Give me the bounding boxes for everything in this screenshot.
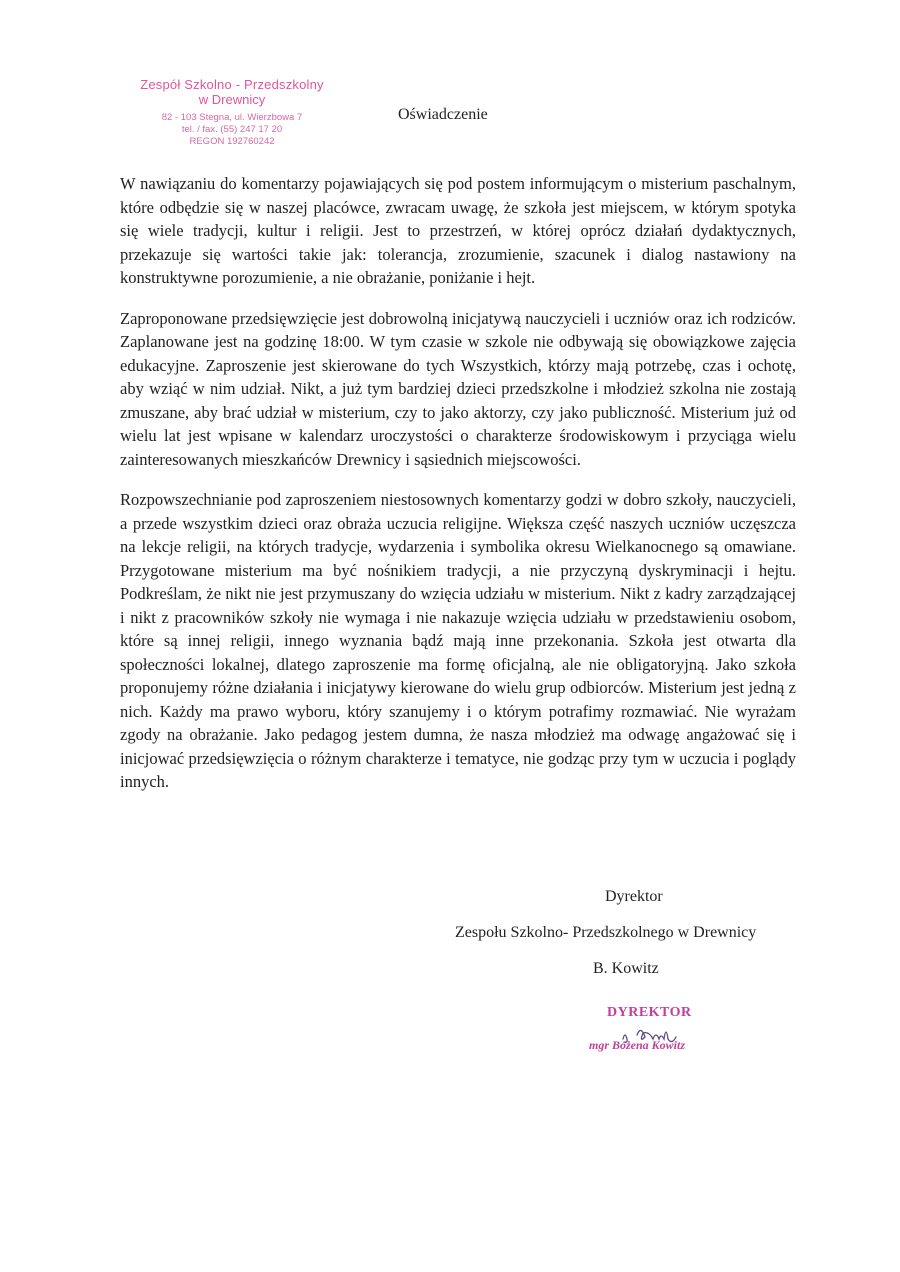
director-stamp-title: DYREKTOR <box>607 1005 692 1020</box>
stamp-phone: tel. / fax. (55) 247 17 20 <box>181 123 283 135</box>
document-body <box>120 172 796 811</box>
director-stamp <box>585 1005 735 1065</box>
signature-role: Dyrektor <box>605 888 663 905</box>
paragraph-3: Rozpowszechnianie pod zaproszeniem niestosownych komentarzy godzi w dobro szkoły, nauczycieli, a przede wszystkim dzieci oraz obraża uczucia religijne. Większa część naszych uczniów uczęszcza na lekcje religii, na których tradycje, wydarzenia i symbolika okresu Wielkanocnego są omawiane. Przygotowane misterium ma być nośnikiem tradycji, a nie przyczyną dyskryminacji i hejtu. Podkreślam, że nikt nie jest przymuszany do wzięcia udziału w misterium. Nikt z kadry zarządzającej i nikt z pracowników szkoły nie wymaga i nie nakazuje wzięcia udziału w przedstawieniu osobom, które są innej religii, innego wyznania bądź mają inne przekonania. Szkoła jest otwarta dla społeczności lokalnej, dlatego zaproszenie ma formę oficjalną, ale nie obligatoryjną. Jako szkoła proponujemy różne działania i inicjatywy kierowane do wielu grup odbiorców. Misterium jest jedną z nich. Każdy ma prawo wyboru, który szanujemy i o którym potrafimy rozmawiać. Nie wyrażam zgody na obrażanie. Jako pedagog jestem dumna, że nasza młodzież ma odwagę angażować się i inicjować przedsięwzięcia o różnym charakterze i tematyce, nie godząc przy tym w uczucia i poglądy innych. <box>120 490 796 791</box>
paragraph-2: Zaproponowane przedsięwzięcie jest dobrowolną inicjatywą nauczycieli i uczniów oraz ich rodziców. Zaplanowane jest na godzinę 18:00. W tym czasie w szkole nie odbywają się obowiązkowe zajęcia edukacyjne. Zaproszenie jest skierowane do tych Wszystkich, którzy mają potrzebę, czas i ochotę, aby wziąć w nim udział. Nikt, a już tym bardziej dzieci przedszkolne i młodzież szkolna nie zostają zmuszane, aby brać udział w misterium, czy to jako aktorzy, czy jako publiczność. Misterium już od wielu lat jest wpisane w kalendarz uroczystości o charakterze środowiskowym i przyciąga wielu zainteresowanych mieszkańców Drewnicy i sąsiednich miejscowości. <box>120 308 796 469</box>
stamp-regon: REGON 192760242 <box>189 135 275 147</box>
director-stamp-name: mgr Bożena Kowitz <box>589 1038 686 1052</box>
paragraph-1: W nawiązaniu do komentarzy pojawiających się pod postem informującym o misterium paschalnym, które odbędzie się w naszej placówce, zwracam uwagę, że szkoła jest miejscem, w którym spotyka się wiele tradycji, kultur i religii. Jest to przestrzeń, w której oprócz działań dydaktycznych, przekazuje się wartości takie jak: tolerancja, zrozumienie, szacunek i dialog nastawiony na konstruktywne porozumienie, a nie obrażanie, poniżanie i hejt. <box>120 174 796 287</box>
stamp-school-city: w Drewnicy <box>198 91 266 107</box>
stamp-school-name: Zespół Szkolno - Przedszkolny <box>140 77 324 92</box>
signature-institution: Zespołu Szkolno- Przedszkolnego w Drewnicy <box>455 924 757 941</box>
stamp-address: 82 - 103 Stegna, ul. Wierzbowa 7 <box>161 111 303 123</box>
document-title: Oświadczenie <box>398 106 488 123</box>
school-stamp <box>112 78 352 148</box>
signature-name: B. Kowitz <box>593 960 659 977</box>
